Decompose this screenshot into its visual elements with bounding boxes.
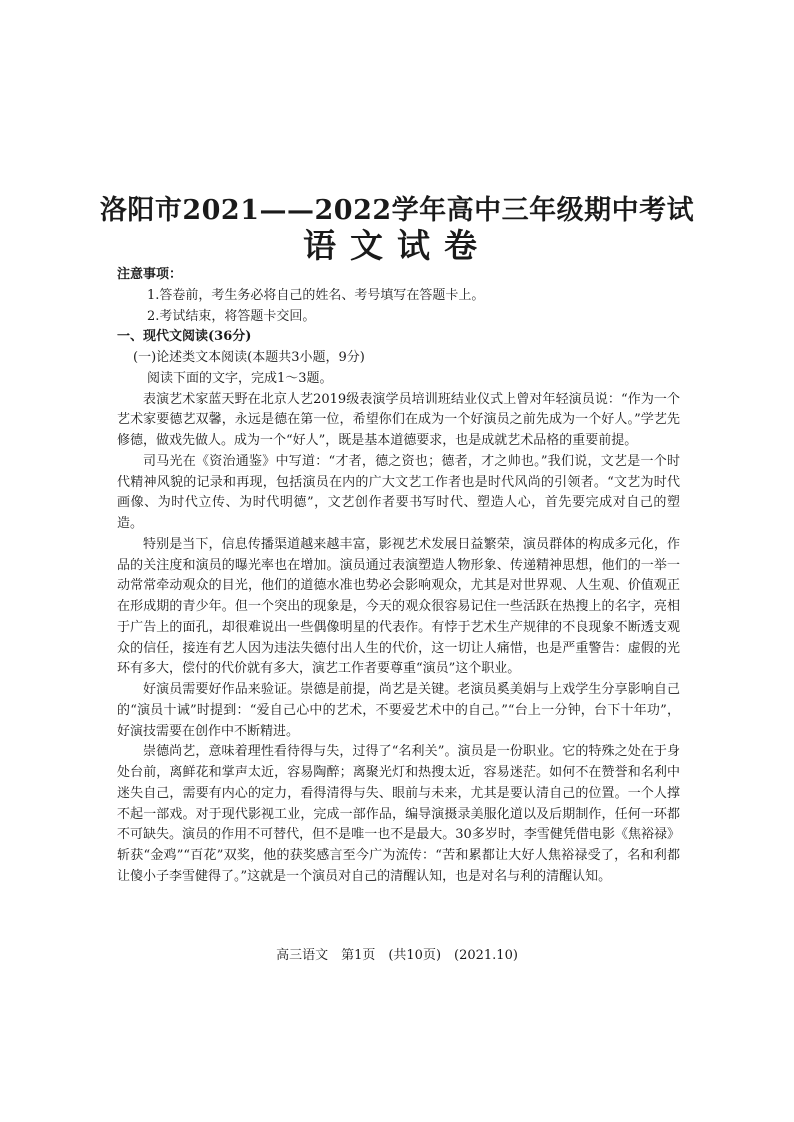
exam-subject-title: 语文试卷 (303, 226, 491, 265)
exam-title: 洛阳市2021——2022学年高中三年级期中考试 (99, 195, 695, 226)
passage-paragraph: 表演艺术家蓝天野在北京人艺2019级表演学员培训班结业仪式上曾对年轻演员说：“作为一个艺术家要德艺双馨，永远是德在第一位，希望你们在成为一个好演员之前先成为一个好人。”学艺先修德，做戏先做人。成为一个“好人”，既是基本道德要求，也是成就艺术品格的重要前提。 (117, 391, 680, 448)
passage-paragraph: 特别是当下，信息传播渠道越来越丰富，影视艺术发展日益繁荣，演员群体的构成多元化，作品的关注度和演员的曝光率也在增加。演员通过表演塑造人物形象、传递精神思想，他们的一举一动常常牵动观众的目光，他们的道德水准也势必会影响观众，尤其是对世界观、人生观、价值观正在形成期的青少年。但一个突出的现象是，今天的观众很容易记住一些活跃在热搜上的名字，亮相于广告上的面孔，却很难说出一些偶像明星的代表作。有悖于艺术生产规律的不良现象不断透支观众的信任，接连有艺人因为违法失德付出人生的代价，这一切让人痛惜，也是严重警告：虚假的光环有多大，偿付的代价就有多大，演艺工作者要尊重“演员”这个职业。 (117, 536, 680, 677)
notes-item: 2.考试结束，将答题卡交回。 (147, 308, 316, 324)
passage-paragraph: 司马光在《资治通鉴》中写道：“才者，德之资也；德者，才之帅也。”我们说，文艺是一个时代精神风貌的记录和再现，包括演员在内的广大文艺工作者也是时代风尚的引领者。“文艺为时代画像、为时代立传、为时代明德”，文艺创作者要书写时代、塑造人心，首先要完成对自己的塑造。 (117, 453, 680, 531)
exam-body (117, 265, 680, 888)
passage-paragraph: 好演员需要好作品来验证。崇德是前提，尚艺是关键。老演员奚美娟与上戏学生分享影响自己的“演员十诫”时提到：“爱自己心中的艺术，不要爱艺术中的自己。”“台上一分钟，台下十年功”，好演技需要在创作中不断精进。 (117, 682, 680, 739)
section-heading: 一、现代文阅读(36分) (117, 329, 252, 345)
notes-heading: 注意事项： (117, 267, 183, 282)
passage-paragraph: 崇德尚艺，意味着理性看待得与失，过得了“名利关”。演员是一份职业。它的特殊之处在于身处台前，离鲜花和掌声太近，容易陶醉；离聚光灯和热搜太近，容易迷茫。如何不在赞誉和名利中迷失自己，需要有内心的定力，看得清得与失、眼前与未来，尤其是要认清自己的位置。一个人撑不起一部戏。对于现代影视工业，完成一部作品，编导演摄录美服化道以及后期制作，任何一环都不可缺失。演员的作用不可替代，但不是唯一也不是最大。30多岁时，李雪健凭借电影《焦裕禄》斩获“金鸡”“百花”双奖，他的获奖感言至今广为流传：“苦和累都让大好人焦裕禄受了，名和利都让傻小子李雪健得了。”这就是一个演员对自己的清醒认知，也是对名与利的清醒认知。 (117, 744, 680, 884)
page-footer: 高三语文 第1页 (共10页) (2021.10) (276, 948, 518, 963)
notes-item: 1.答卷前，考生务必将自己的姓名、考号填写在答题卡上。 (147, 287, 485, 303)
subsection-heading: (一)论述类文本阅读(本题共3小题，9分) (133, 350, 365, 365)
reading-instruction: 阅读下面的文字，完成1～3题。 (147, 370, 333, 386)
